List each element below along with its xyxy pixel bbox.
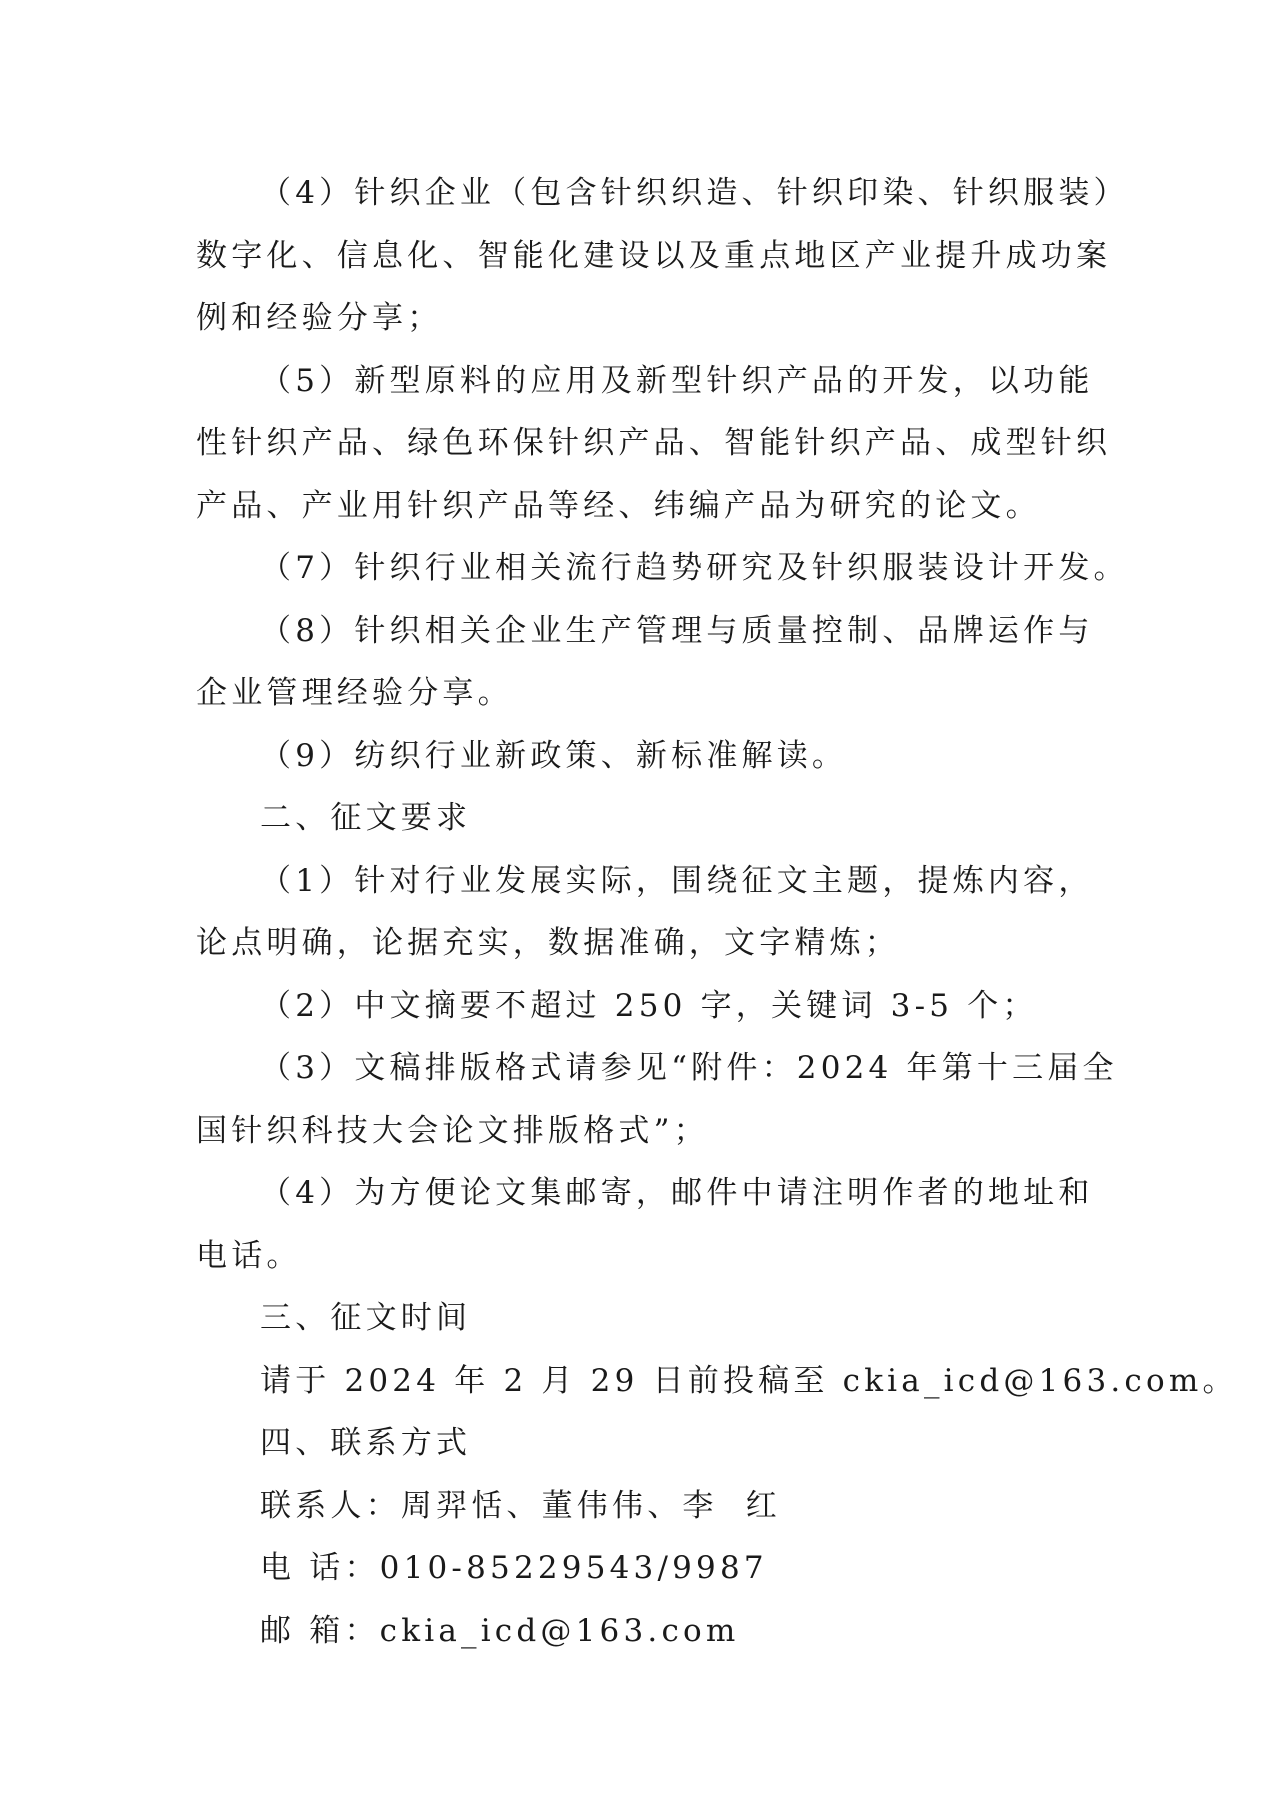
requirement-item-2 [196,975,1096,1038]
text-line: 数字化、信息化、智能化建设以及重点地区产业提升成功案 [196,237,1112,274]
text-line: （5）新型原料的应用及新型针织产品的开发，以功能 [260,362,1094,399]
text-line: （2）中文摘要不超过 250 字，关键词 3-5 个； [260,987,1038,1024]
section-heading: 三、征文时间 [260,1300,472,1336]
text-line: 例和经验分享； [196,300,443,336]
text-line: 电 话：010-85229543/9987 [260,1550,768,1586]
requirement-item-1 [196,850,1096,975]
submission-deadline [196,1350,1238,1413]
document-body [196,162,1238,1662]
text-line: （1）针对行业发展实际，围绕征文主题，提炼内容， [260,862,1094,899]
paragraph-item-7-trends [196,537,1129,600]
requirement-item-3 [196,1037,1118,1162]
text-line: （9）纺织行业新政策、新标准解读。 [260,737,848,774]
text-line: 电话。 [196,1237,302,1274]
paragraph-item-9-policy [196,725,1096,788]
text-line: （3）文稿排版格式请参见“附件：2024 年第十三届全 [260,1050,1118,1086]
text-line: 论点明确，论据充实，数据准确，文字精炼； [196,925,900,961]
text-line: 企业管理经验分享。 [196,675,513,711]
text-line: 国针织科技大会论文排版格式”； [196,1112,709,1149]
section-heading-requirements [196,787,1096,850]
requirement-item-4 [196,1162,1096,1287]
text-line: 产品、产业用针织产品等经、纬编产品为研究的论文。 [196,487,1041,524]
paragraph-item-5-new-materials [196,350,1112,538]
paragraph-item-4-digitalization [196,162,1129,350]
text-line: 邮 箱：ckia_icd@163.com [260,1612,740,1649]
section-heading: 二、征文要求 [260,800,472,836]
text-line: （4）针织企业（包含针织织造、针织印染、针织服装） [260,175,1129,211]
section-heading-contact [196,1412,1096,1475]
text-line: （7）针织行业相关流行趋势研究及针织服装设计开发。 [260,550,1129,586]
text-line: 性针织产品、绿色环保针织产品、智能针织产品、成型针织 [196,425,1112,461]
text-line: 请于 2024 年 2 月 29 日前投稿至 ckia_icd@163.com。 [260,1362,1238,1399]
section-heading-timeline [196,1287,1096,1350]
paragraph-item-8-management [196,600,1096,725]
section-heading: 四、联系方式 [260,1425,472,1461]
contact-email [196,1600,1096,1663]
text-line: 联系人：周羿恬、董伟伟、李 红 [260,1487,781,1524]
contact-persons [196,1475,1096,1538]
contact-phone [196,1537,1096,1600]
text-line: （8）针织相关企业生产管理与质量控制、品牌运作与 [260,612,1094,649]
text-line: （4）为方便论文集邮寄，邮件中请注明作者的地址和 [260,1175,1094,1211]
